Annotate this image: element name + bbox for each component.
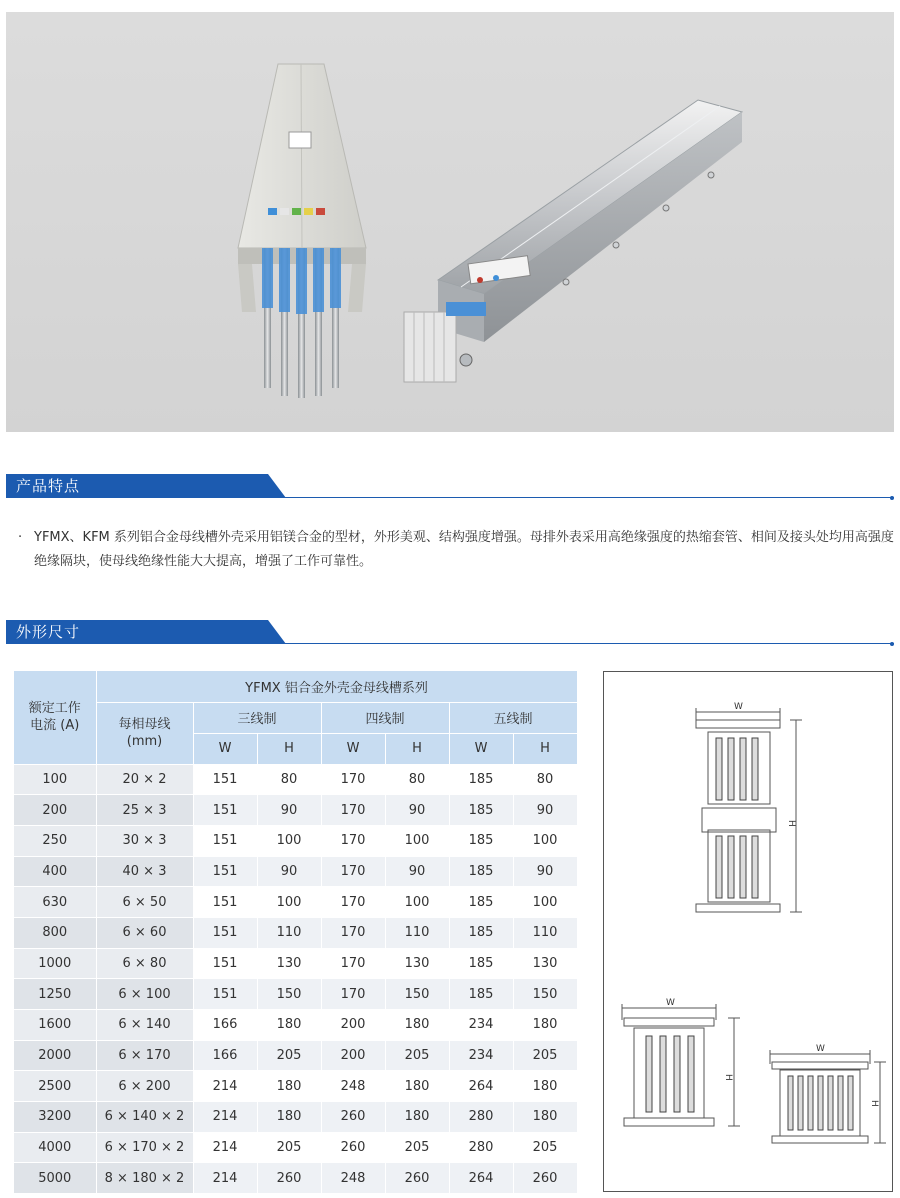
table-cell: 185 [449,917,513,948]
spec-table [14,671,578,1194]
table-cell: 6 × 80 [96,948,193,979]
table-row [14,1132,577,1163]
table-cell: 100 [14,764,96,795]
table-cell: 100 [257,825,321,856]
section-divider [284,643,894,644]
header-series-title: YFMX 铝合金外壳金母线槽系列 [96,671,577,702]
insulator-block [404,302,486,382]
table-row [14,1163,577,1194]
product-photo [6,12,894,432]
table-cell: 6 × 170 [96,1040,193,1071]
table-cell: 20 × 2 [96,764,193,795]
header-busbar-size [96,702,193,764]
table-cell: 180 [257,1071,321,1102]
header-h: H [513,733,577,764]
table-cell: 180 [513,1071,577,1102]
bullet: · [18,530,23,545]
table-cell: 151 [193,887,257,918]
table-cell: 180 [257,1010,321,1041]
table-row [14,764,577,795]
table-cell: 151 [193,948,257,979]
table-cell: 264 [449,1071,513,1102]
table-cell: 200 [321,1040,385,1071]
table-cell: 6 × 100 [96,979,193,1010]
table-cell: 4000 [14,1132,96,1163]
table-cell: 6 × 200 [96,1071,193,1102]
table-cell: 130 [513,948,577,979]
table-cell: 8 × 180 × 2 [96,1163,193,1194]
table-row [14,1071,577,1102]
table-cell: 6 × 140 × 2 [96,1102,193,1133]
table-cell: 130 [257,948,321,979]
table-cell: 800 [14,917,96,948]
table-cell: 170 [321,825,385,856]
table-cell: 5000 [14,1163,96,1194]
table-cell: 185 [449,764,513,795]
diagram-single-bar-tall [622,1004,740,1126]
table-cell: 170 [321,795,385,826]
diagram-double-bar-bars [716,738,758,898]
table-cell: 166 [193,1010,257,1041]
header-w: W [321,733,385,764]
table-cell: 90 [257,795,321,826]
table-cell: 234 [449,1010,513,1041]
table-row [14,1040,577,1071]
features-section-header [6,474,894,498]
busway-illustration [6,12,894,432]
table-cell: 200 [321,1010,385,1041]
table-cell: 185 [449,948,513,979]
table-cell: 151 [193,825,257,856]
table-row [14,1102,577,1133]
table-cell: 151 [193,795,257,826]
table-row [14,948,577,979]
dim-w-label: W [734,702,743,712]
features-text: YFMX、KFM 系列铝合金母线槽外壳采用铝镁合金的型材，外形美观、结构强度增强。母排外表采用高绝缘强度的热缩套管、相间及接头处均用高强度绝缘隔块，使母线绝缘性能大大提高，增强了工作可靠性。 [34,530,894,569]
table-cell: 205 [513,1040,577,1071]
table-row [14,887,577,918]
table-cell: 90 [257,856,321,887]
table-cell: 151 [193,856,257,887]
table-cell: 130 [385,948,449,979]
table-cell: 151 [193,764,257,795]
table-cell: 260 [385,1163,449,1194]
table-cell: 170 [321,764,385,795]
table-cell: 200 [14,795,96,826]
table-cell: 250 [14,825,96,856]
header-h: H [385,733,449,764]
table-cell: 151 [193,917,257,948]
table-cell: 150 [385,979,449,1010]
table-cell: 110 [385,917,449,948]
table-cell: 260 [257,1163,321,1194]
features-description [18,526,898,574]
header-rated-current [14,671,96,764]
table-cell: 205 [385,1040,449,1071]
table-cell: 205 [257,1040,321,1071]
table-cell: 180 [257,1102,321,1133]
table-cell: 100 [257,887,321,918]
table-cell: 170 [321,887,385,918]
table-cell: 80 [385,764,449,795]
dimension-drawings [604,672,894,1193]
dim-h-label: H [723,1074,733,1081]
table-row [14,795,577,826]
diagram-single-bar-tall-bars [646,1036,694,1112]
table-cell: 1250 [14,979,96,1010]
header-three-wire: 三线制 [193,702,321,733]
table-cell: 185 [449,887,513,918]
table-cell: 100 [385,825,449,856]
dim-w-label: W [666,998,675,1008]
table-row [14,1010,577,1041]
table-cell: 214 [193,1102,257,1133]
table-cell: 6 × 60 [96,917,193,948]
table-cell: 260 [321,1102,385,1133]
header-four-wire: 四线制 [321,702,449,733]
dim-h-label: H [786,820,796,827]
table-cell: 80 [257,764,321,795]
dim-h-label: H [869,1100,879,1107]
table-row [14,979,577,1010]
busway-right [404,100,742,382]
dimension-diagram-panel [603,671,893,1192]
header-h: H [257,733,321,764]
table-cell: 90 [513,795,577,826]
table-row [14,856,577,887]
dim-w-label: W [816,1044,825,1054]
header-w: W [193,733,257,764]
table-cell: 180 [513,1102,577,1133]
table-cell: 260 [513,1163,577,1194]
table-cell: 40 × 3 [96,856,193,887]
table-cell: 6 × 140 [96,1010,193,1041]
table-cell: 630 [14,887,96,918]
table-cell: 80 [513,764,577,795]
table-cell: 100 [385,887,449,918]
table-cell: 170 [321,979,385,1010]
table-cell: 1000 [14,948,96,979]
table-cell: 248 [321,1071,385,1102]
table-cell: 280 [449,1132,513,1163]
table-cell: 205 [513,1132,577,1163]
diagram-single-bar-wide-bars [788,1076,853,1130]
features-title: 产品特点 [16,477,81,495]
table-cell: 151 [193,979,257,1010]
header-five-wire: 五线制 [449,702,577,733]
spec-table-body [14,764,577,1194]
table-cell: 90 [385,856,449,887]
table-cell: 1600 [14,1010,96,1041]
table-cell: 110 [257,917,321,948]
table-row [14,917,577,948]
table-cell: 248 [321,1163,385,1194]
table-cell: 185 [449,795,513,826]
table-cell: 214 [193,1132,257,1163]
table-cell: 214 [193,1071,257,1102]
table-cell: 2500 [14,1071,96,1102]
table-cell: 260 [321,1132,385,1163]
table-cell: 185 [449,825,513,856]
table-cell: 400 [14,856,96,887]
table-cell: 150 [513,979,577,1010]
busway-left [238,64,366,398]
table-cell: 185 [449,979,513,1010]
header-busbar-line2: (mm) [126,734,163,749]
table-cell: 2000 [14,1040,96,1071]
table-cell: 280 [449,1102,513,1133]
header-w: W [449,733,513,764]
header-busbar-line1: 每相母线 [118,717,171,732]
table-cell: 25 × 3 [96,795,193,826]
table-cell: 150 [257,979,321,1010]
table-cell: 90 [513,856,577,887]
table-cell: 205 [257,1132,321,1163]
table-cell: 180 [385,1071,449,1102]
table-cell: 205 [385,1132,449,1163]
table-cell: 166 [193,1040,257,1071]
diagram-double-bar [696,708,802,912]
table-cell: 170 [321,917,385,948]
section-divider [284,497,894,498]
table-cell: 170 [321,856,385,887]
table-cell: 234 [449,1040,513,1071]
table-cell: 180 [385,1102,449,1133]
table-cell: 214 [193,1163,257,1194]
dimensions-section-header [6,620,894,644]
dimensions-title: 外形尺寸 [16,623,81,641]
table-cell: 170 [321,948,385,979]
table-cell: 100 [513,825,577,856]
table-cell: 180 [385,1010,449,1041]
table-cell: 6 × 170 × 2 [96,1132,193,1163]
header-rated-current-line1: 额定工作 [28,701,81,717]
table-cell: 90 [385,795,449,826]
table-cell: 180 [513,1010,577,1041]
table-cell: 30 × 3 [96,825,193,856]
table-cell: 185 [449,856,513,887]
table-cell: 3200 [14,1102,96,1133]
table-cell: 110 [513,917,577,948]
table-row [14,825,577,856]
table-cell: 6 × 50 [96,887,193,918]
header-rated-current-line2: 电流 (A) [30,718,80,734]
table-cell: 264 [449,1163,513,1194]
table-cell: 100 [513,887,577,918]
